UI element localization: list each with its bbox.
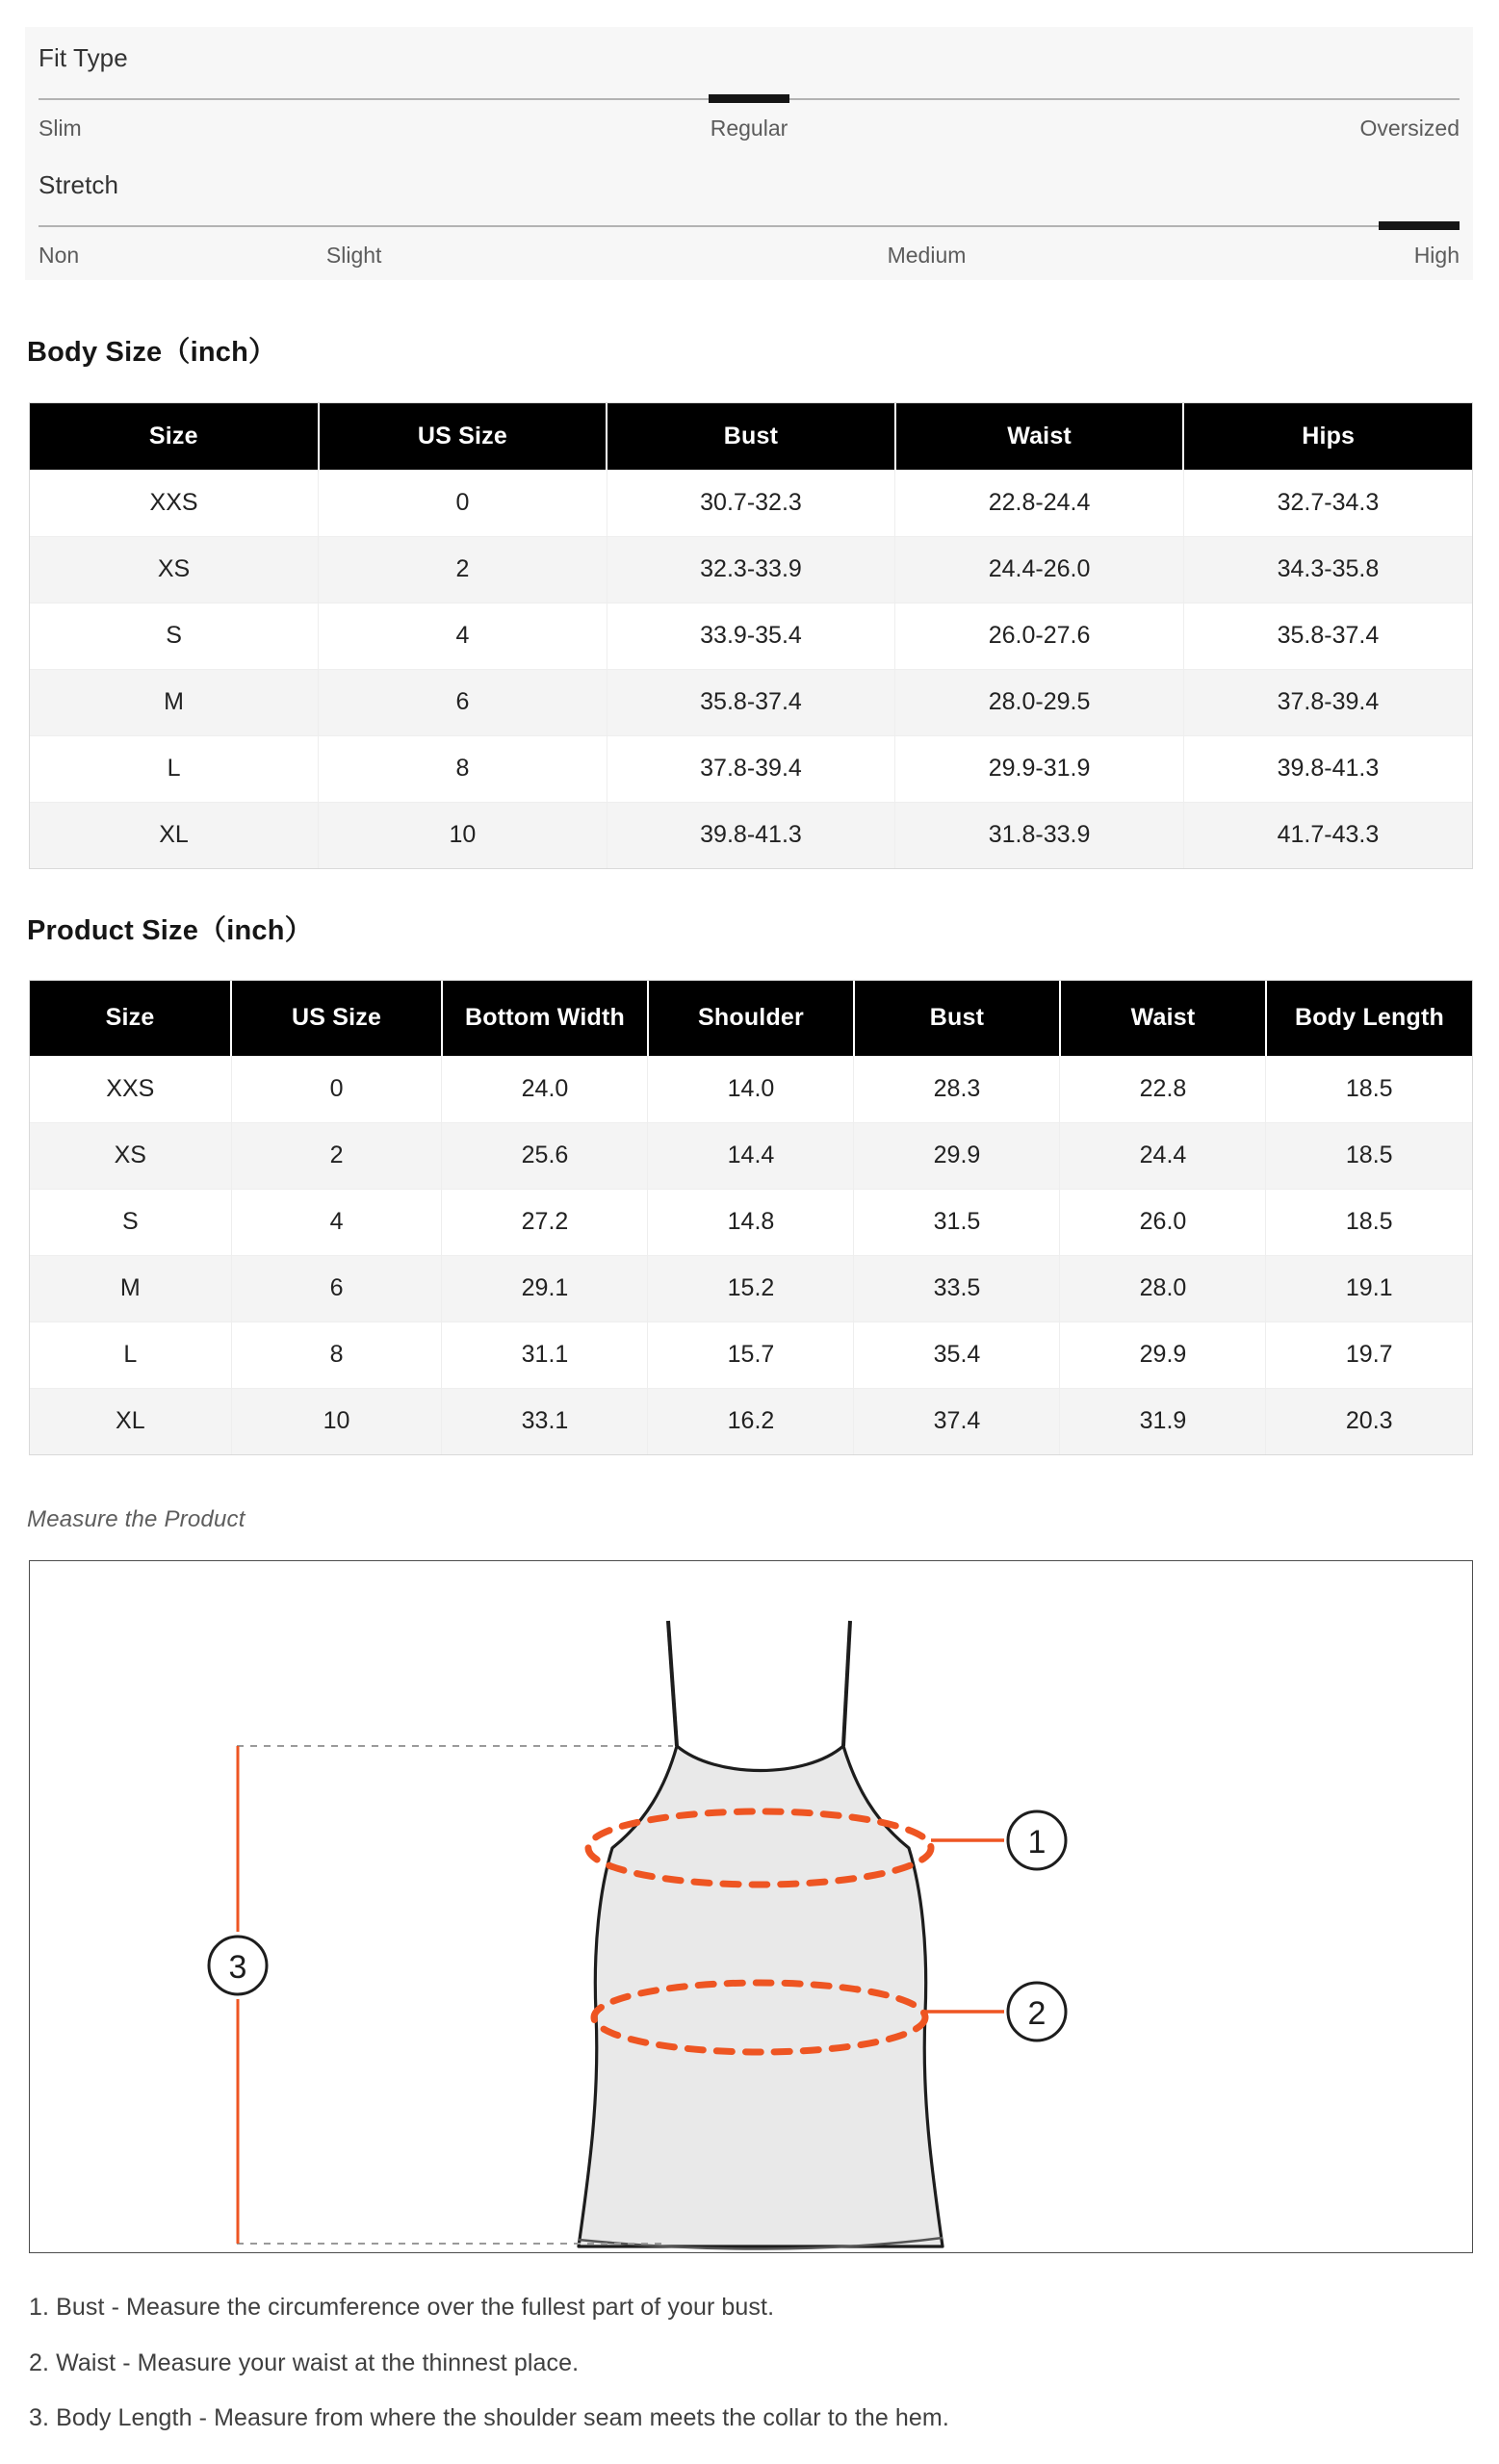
left-strap-icon <box>668 1621 677 1746</box>
fit-attributes-panel <box>25 27 1473 280</box>
measurement-notes <box>29 2294 1425 2460</box>
table-cell: 19.7 <box>1266 1322 1472 1388</box>
product-size-table-wrapper <box>29 980 1473 1455</box>
product-size-table <box>30 981 1472 1454</box>
fit-type-label-oversized: Oversized <box>1359 116 1460 141</box>
body-size-title: Body Size（inch） <box>27 337 277 368</box>
table-cell: 27.2 <box>442 1189 648 1255</box>
table-cell: 29.9 <box>1060 1322 1266 1388</box>
table-cell: 34.3-35.8 <box>1183 536 1472 603</box>
table-row <box>30 735 1472 802</box>
table-cell: 35.4 <box>854 1322 1060 1388</box>
table-cell: 18.5 <box>1266 1189 1472 1255</box>
table-cell: 41.7-43.3 <box>1183 802 1472 868</box>
stretch-slider-track[interactable] <box>39 225 1460 227</box>
table-cell: 29.1 <box>442 1255 648 1322</box>
table-row <box>30 1122 1472 1189</box>
body-size-table <box>30 403 1472 868</box>
table-cell: 35.8-37.4 <box>607 669 895 735</box>
note-bust: 1. Bust - Measure the circumference over the fullest part of your bust. <box>29 2294 775 2321</box>
table-cell: 0 <box>319 470 607 536</box>
prod-col-us-size: US Size <box>231 981 442 1056</box>
table-row <box>30 1322 1472 1388</box>
table-cell: 4 <box>231 1189 442 1255</box>
table-cell: 2 <box>319 536 607 603</box>
table-cell: S <box>30 1189 231 1255</box>
table-row <box>30 802 1472 868</box>
table-cell: 39.8-41.3 <box>1183 735 1472 802</box>
product-size-table-head <box>30 981 1472 1056</box>
table-cell: 15.7 <box>648 1322 854 1388</box>
prod-col-shoulder: Shoulder <box>648 981 854 1056</box>
table-cell: XS <box>30 536 319 603</box>
stretch-label-high: High <box>1413 243 1460 268</box>
table-cell: 31.8-33.9 <box>895 802 1184 868</box>
product-size-title: Product Size（inch） <box>27 915 313 946</box>
body-size-table-wrapper <box>29 402 1473 869</box>
table-row <box>30 1056 1472 1122</box>
table-row <box>30 470 1472 536</box>
measure-the-product-caption: Measure the Product <box>27 1506 246 1532</box>
table-cell: 37.8-39.4 <box>1183 669 1472 735</box>
table-cell: 18.5 <box>1266 1122 1472 1189</box>
note-body-length: 3. Body Length - Measure from where the shoulder seam meets the collar to the hem. <box>29 2404 949 2431</box>
prod-col-waist: Waist <box>1060 981 1266 1056</box>
table-cell: 33.5 <box>854 1255 1060 1322</box>
table-cell: XXS <box>30 1056 231 1122</box>
table-cell: L <box>30 1322 231 1388</box>
table-cell: 29.9 <box>854 1122 1060 1189</box>
table-cell: 28.0 <box>1060 1255 1266 1322</box>
table-row <box>30 1388 1472 1454</box>
table-cell: 15.2 <box>648 1255 854 1322</box>
table-cell: 8 <box>319 735 607 802</box>
table-cell: 2 <box>231 1122 442 1189</box>
table-cell: 8 <box>231 1322 442 1388</box>
table-cell: XL <box>30 802 319 868</box>
table-cell: 19.1 <box>1266 1255 1472 1322</box>
table-cell: L <box>30 735 319 802</box>
callout-2-label: 2 <box>1027 1995 1047 2032</box>
table-cell: 14.8 <box>648 1189 854 1255</box>
callout-badge-2 <box>1008 1983 1066 2040</box>
table-row <box>30 669 1472 735</box>
callout-1-label: 1 <box>1027 1824 1047 1861</box>
garment-diagram-svg <box>30 1561 1473 2253</box>
fit-type-scale-labels <box>39 114 1460 142</box>
table-cell: 26.0-27.6 <box>895 603 1184 669</box>
callout-badge-1 <box>1008 1811 1066 1869</box>
table-cell: 10 <box>319 802 607 868</box>
table-cell: 0 <box>231 1056 442 1122</box>
table-header-row <box>30 403 1472 470</box>
table-cell: 25.6 <box>442 1122 648 1189</box>
body-size-table-head <box>30 403 1472 470</box>
body-col-bust: Bust <box>607 403 895 470</box>
table-cell: 28.0-29.5 <box>895 669 1184 735</box>
table-cell: 6 <box>319 669 607 735</box>
stretch-label-slight: Slight <box>325 243 382 268</box>
table-cell: XS <box>30 1122 231 1189</box>
table-cell: 24.0 <box>442 1056 648 1122</box>
right-strap-icon <box>843 1621 850 1746</box>
table-cell: 24.4-26.0 <box>895 536 1184 603</box>
body-col-waist: Waist <box>895 403 1184 470</box>
table-cell: 31.5 <box>854 1189 1060 1255</box>
table-cell: 30.7-32.3 <box>607 470 895 536</box>
table-cell: 33.1 <box>442 1388 648 1454</box>
table-cell: 4 <box>319 603 607 669</box>
body-size-table-body <box>30 470 1472 868</box>
fit-type-slider-track[interactable] <box>39 98 1460 100</box>
table-cell: 14.0 <box>648 1056 854 1122</box>
stretch-label-medium: Medium <box>887 243 967 268</box>
table-cell: 35.8-37.4 <box>1183 603 1472 669</box>
table-row <box>30 1189 1472 1255</box>
table-cell: 33.9-35.4 <box>607 603 895 669</box>
fit-group-fit-type <box>39 38 1460 142</box>
table-cell: 28.3 <box>854 1056 1060 1122</box>
fit-type-title: Fit Type <box>39 43 128 72</box>
body-col-hips: Hips <box>1183 403 1472 470</box>
fit-group-stretch <box>39 166 1460 270</box>
table-cell: 16.2 <box>648 1388 854 1454</box>
table-row <box>30 1255 1472 1322</box>
table-header-row <box>30 981 1472 1056</box>
table-cell: 22.8 <box>1060 1056 1266 1122</box>
prod-col-body-length: Body Length <box>1266 981 1472 1056</box>
fit-type-label-regular: Regular <box>710 116 788 141</box>
stretch-label-non: Non <box>39 243 80 268</box>
table-cell: 32.7-34.3 <box>1183 470 1472 536</box>
table-cell: 14.4 <box>648 1122 854 1189</box>
table-cell: M <box>30 1255 231 1322</box>
table-cell: S <box>30 603 319 669</box>
table-cell: 10 <box>231 1388 442 1454</box>
table-cell: 31.1 <box>442 1322 648 1388</box>
body-col-size: Size <box>30 403 319 470</box>
table-cell: 37.8-39.4 <box>607 735 895 802</box>
body-col-us-size: US Size <box>319 403 607 470</box>
table-cell: 24.4 <box>1060 1122 1266 1189</box>
table-cell: 37.4 <box>854 1388 1060 1454</box>
table-cell: XXS <box>30 470 319 536</box>
table-cell: 39.8-41.3 <box>607 802 895 868</box>
table-cell: 31.9 <box>1060 1388 1266 1454</box>
table-cell: M <box>30 669 319 735</box>
table-row <box>30 603 1472 669</box>
note-waist: 2. Waist - Measure your waist at the thinnest place. <box>29 2348 580 2376</box>
fit-type-slider-marker[interactable] <box>709 94 789 103</box>
prod-col-size: Size <box>30 981 231 1056</box>
table-row <box>30 536 1472 603</box>
fit-type-label-slim: Slim <box>39 116 82 141</box>
table-cell: 6 <box>231 1255 442 1322</box>
table-cell: 26.0 <box>1060 1189 1266 1255</box>
table-cell: 32.3-33.9 <box>607 536 895 603</box>
stretch-slider-marker[interactable] <box>1379 221 1460 230</box>
stretch-scale-labels <box>39 241 1460 270</box>
table-cell: XL <box>30 1388 231 1454</box>
stretch-title: Stretch <box>39 170 119 199</box>
garment-diagram-box <box>29 1560 1473 2253</box>
prod-col-bottom-width: Bottom Width <box>442 981 648 1056</box>
table-cell: 18.5 <box>1266 1056 1472 1122</box>
callout-badge-3 <box>209 1937 267 1994</box>
table-cell: 29.9-31.9 <box>895 735 1184 802</box>
table-cell: 20.3 <box>1266 1388 1472 1454</box>
prod-col-bust: Bust <box>854 981 1060 1056</box>
table-cell: 22.8-24.4 <box>895 470 1184 536</box>
callout-3-label: 3 <box>228 1949 247 1986</box>
product-size-table-body <box>30 1056 1472 1454</box>
